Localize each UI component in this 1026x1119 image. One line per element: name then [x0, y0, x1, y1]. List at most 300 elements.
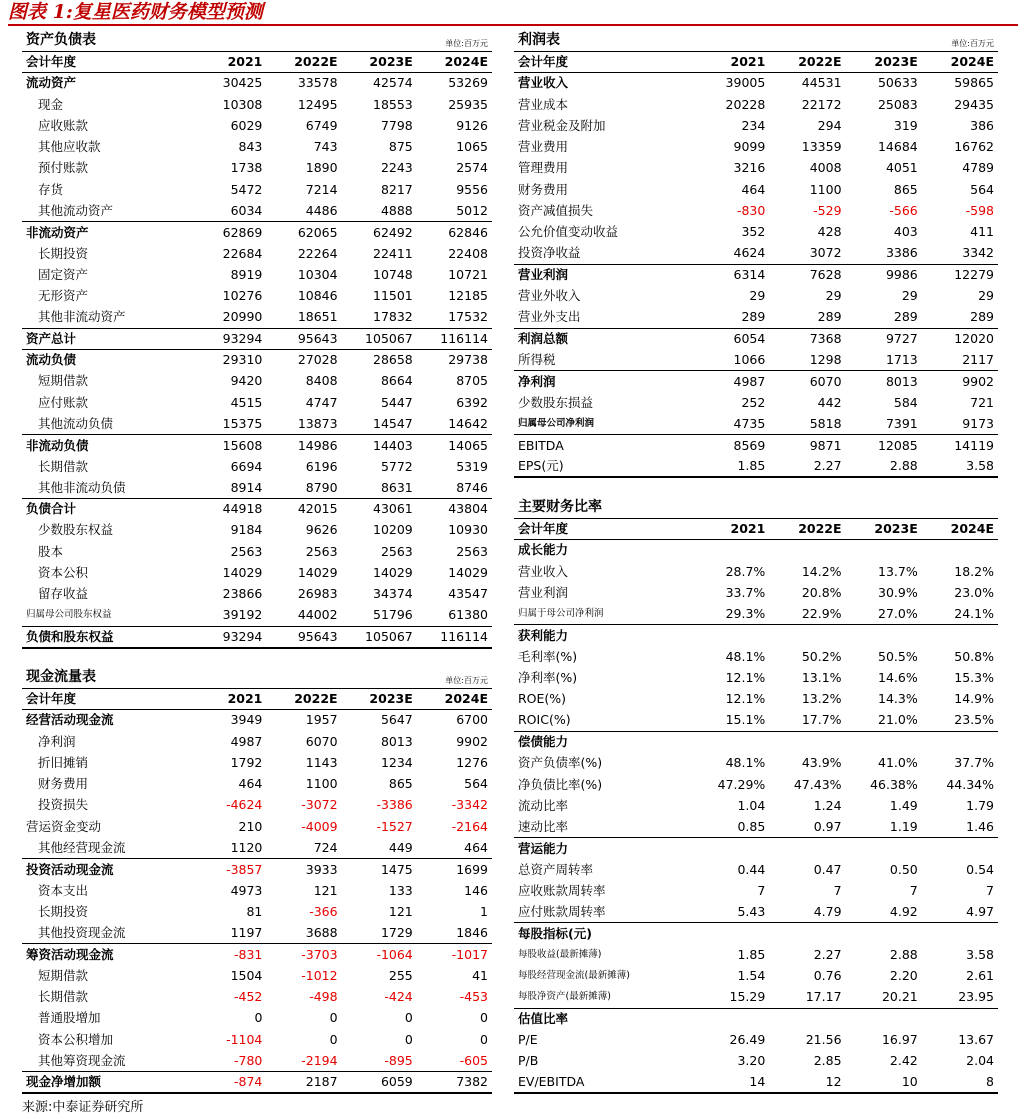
- bs-grid: [22, 30, 492, 649]
- cell-value: 26.49: [729, 1032, 766, 1048]
- cell-value: 7: [909, 882, 918, 898]
- cell-value: 464: [741, 181, 766, 197]
- cell-value: 20228: [725, 96, 766, 112]
- cell-value: 428: [817, 224, 842, 240]
- cell-value: 865: [893, 181, 918, 197]
- cell-value: 1890: [305, 160, 338, 176]
- row-label: 营业外支出: [518, 309, 581, 325]
- cell-value: 18651: [297, 309, 338, 325]
- cell-value: -1012: [301, 967, 338, 983]
- cell-value: 18.2%: [954, 563, 994, 579]
- cell-value: [922, 540, 998, 561]
- column-header-year: 2021: [693, 518, 769, 539]
- cell-value: 5.43: [737, 904, 766, 920]
- row-label: 利润总额: [514, 328, 693, 349]
- cell-value: [846, 923, 922, 944]
- row-label: 负债和股东权益: [22, 626, 191, 648]
- row-label: 成长能力: [518, 542, 569, 558]
- header-row: [514, 51, 998, 72]
- table-row: [22, 837, 492, 858]
- cell-value: 13.67: [958, 1032, 994, 1048]
- column-header-year: 2024E: [417, 51, 492, 72]
- cell-value: 1.85: [693, 456, 769, 477]
- cell-value: 29: [978, 288, 994, 304]
- row-label: ROE(%): [518, 691, 567, 707]
- table-row: [514, 646, 998, 667]
- cell-value: 4008: [809, 160, 842, 176]
- cell-value: 1066: [733, 351, 766, 367]
- cell-value: 22264: [297, 245, 338, 261]
- cell-value: 0.97: [813, 818, 842, 834]
- cell-value: 44918: [191, 499, 266, 520]
- cell-value: 289: [741, 309, 766, 325]
- cell-value: -3857: [191, 859, 266, 880]
- table-row: [514, 540, 998, 561]
- cell-value: 3.58: [922, 456, 998, 477]
- cell-value: 14.9%: [954, 691, 994, 707]
- column-header-year: 2024E: [417, 688, 492, 709]
- cell-value: 16.97: [881, 1032, 918, 1048]
- table-row: [22, 965, 492, 986]
- cell-value: 61380: [448, 607, 488, 623]
- cell-value: 93294: [191, 626, 266, 648]
- row-label: 毛利率(%): [518, 648, 578, 664]
- row-label: 资产总计: [22, 328, 191, 349]
- row-label: 净利润: [38, 733, 76, 749]
- cell-value: 22411: [373, 245, 413, 261]
- cell-value: 1957: [305, 712, 338, 728]
- row-label: 资产减值损失: [518, 203, 594, 219]
- table-row: [22, 859, 492, 880]
- cell-value: 0.44: [737, 861, 766, 877]
- column-header-label: 会计年度: [22, 688, 191, 709]
- row-label: 投资活动现金流: [22, 859, 191, 880]
- cell-value: 1846: [456, 924, 488, 940]
- row-label: 获利能力: [514, 625, 693, 646]
- table-row: [514, 880, 998, 901]
- cell-value: -2194: [301, 1052, 338, 1068]
- cell-value: 13359: [801, 139, 842, 155]
- cell-value: 3.58: [966, 946, 994, 962]
- cell-value: 8013: [846, 371, 922, 392]
- row-label: 其他流动负债: [38, 415, 114, 431]
- table-row: [514, 731, 998, 752]
- row-label: 每股收益(最新摊薄): [518, 948, 602, 960]
- cell-value: 10748: [373, 266, 413, 282]
- table-row: [22, 456, 492, 477]
- row-label: 营业收入: [518, 75, 569, 91]
- cell-value: 24.1%: [954, 605, 994, 621]
- cell-value: 1.24: [813, 797, 842, 813]
- table-row: [514, 115, 998, 136]
- cell-value: 7798: [380, 117, 413, 133]
- cell-value: 16762: [954, 139, 994, 155]
- cell-value: 22.9%: [801, 605, 842, 621]
- cell-value: 1197: [230, 924, 263, 940]
- cell-value: 29: [825, 288, 842, 304]
- cell-value: 1.49: [889, 797, 918, 813]
- table-row: [22, 1029, 492, 1050]
- cell-value: -529: [813, 203, 842, 219]
- cell-value: 564: [970, 181, 994, 197]
- cell-value: 15.1%: [725, 712, 766, 728]
- table-row: [514, 603, 998, 624]
- row-label: 净负债比率(%): [518, 776, 603, 792]
- cell-value: 53269: [448, 75, 488, 91]
- cell-value: 10846: [297, 288, 338, 304]
- cell-value: [693, 731, 769, 752]
- cell-value: -3342: [451, 797, 488, 813]
- cell-value: 116114: [417, 626, 492, 648]
- row-label: 营业成本: [518, 96, 569, 112]
- table-row: [514, 561, 998, 582]
- row-label: 长期借款: [38, 458, 89, 474]
- cell-value: 4.79: [813, 904, 842, 920]
- cell-value: 4987: [230, 733, 263, 749]
- cell-value: 50633: [877, 75, 918, 91]
- table-row: [22, 158, 492, 179]
- column-header-label: 会计年度: [514, 518, 693, 539]
- table-row: [22, 136, 492, 157]
- cell-value: 27028: [266, 349, 341, 370]
- table-row: [22, 710, 492, 731]
- cell-value: 25083: [877, 96, 918, 112]
- cell-value: 95643: [266, 328, 341, 349]
- row-label: 预付账款: [38, 160, 89, 176]
- cell-value: 22408: [448, 245, 488, 261]
- cell-value: 1: [480, 903, 488, 919]
- cell-value: -831: [191, 944, 266, 965]
- cell-value: 48.1%: [725, 648, 766, 664]
- cell-value: [769, 838, 845, 859]
- cell-value: -1064: [342, 944, 417, 965]
- row-label: 资本支出: [38, 882, 89, 898]
- table-row: [514, 94, 998, 115]
- table-row: [22, 307, 492, 328]
- row-label: 非流动资产: [22, 222, 191, 243]
- row-label: 流动资产: [26, 75, 77, 91]
- cell-value: 12020: [922, 328, 998, 349]
- table-row: [514, 371, 998, 392]
- table-row: [514, 966, 998, 987]
- row-label: 财务费用: [38, 776, 89, 792]
- table-row: [514, 1008, 998, 1029]
- cell-value: 14986: [266, 435, 341, 456]
- cell-value: 2574: [456, 160, 488, 176]
- cell-value: 1.46: [966, 818, 994, 834]
- table-row: [514, 264, 998, 285]
- table-row: [514, 582, 998, 603]
- table-row: [22, 115, 492, 136]
- cell-value: 1738: [230, 160, 263, 176]
- table-row: [22, 435, 492, 456]
- cell-value: 1120: [230, 839, 263, 855]
- cell-value: -1017: [417, 944, 492, 965]
- row-label: 其他投资现金流: [38, 924, 126, 940]
- cell-value: 386: [970, 117, 994, 133]
- row-label: 少数股东损益: [518, 394, 594, 410]
- row-label: 固定资产: [38, 266, 89, 282]
- cell-value: 5772: [380, 458, 413, 474]
- cell-value: 1713: [885, 351, 918, 367]
- cell-value: [693, 1008, 769, 1029]
- cell-value: 25935: [448, 96, 488, 112]
- row-label: 现金: [38, 96, 64, 112]
- table-row: [514, 795, 998, 816]
- row-label: 净利润: [514, 371, 693, 392]
- cell-value: 18553: [373, 96, 413, 112]
- row-label: 净利率(%): [518, 670, 578, 686]
- cell-value: [922, 1008, 998, 1029]
- cell-value: 14403: [342, 435, 417, 456]
- row-label: 归属母公司净利润: [518, 417, 595, 429]
- cell-value: 8705: [456, 373, 488, 389]
- row-label: 管理费用: [518, 160, 569, 176]
- cell-value: [846, 625, 922, 646]
- column-header-year: 2022E: [769, 51, 845, 72]
- row-label: 应收账款周转率: [518, 882, 606, 898]
- row-label: 流动比率: [518, 797, 569, 813]
- cell-value: 9173: [962, 415, 994, 431]
- table-title: 现金流量表: [22, 667, 266, 688]
- row-label: 归属于母公司净利润: [518, 607, 604, 619]
- unit-label: 单位:百万元: [769, 30, 998, 51]
- table-row: [514, 1051, 998, 1072]
- cell-value: 875: [388, 139, 413, 155]
- row-label: 留存收益: [38, 586, 89, 602]
- table-row: [22, 1050, 492, 1071]
- column-header-year: 2021: [693, 51, 769, 72]
- cell-value: [922, 838, 998, 859]
- cell-value: 43804: [417, 499, 492, 520]
- table-row: [514, 392, 998, 413]
- row-label: EBITDA: [514, 435, 693, 456]
- cell-value: 22684: [222, 245, 263, 261]
- cell-value: [846, 1008, 922, 1029]
- cell-value: 95643: [266, 626, 341, 648]
- row-label: 其他非流动负债: [38, 479, 126, 495]
- cell-value: 7214: [305, 181, 338, 197]
- table-row: [514, 328, 998, 349]
- table-row: [514, 944, 998, 965]
- row-label: 估值比率: [514, 1008, 693, 1029]
- row-label: 其他经营现金流: [38, 839, 126, 855]
- table-title: 利润表: [514, 30, 769, 51]
- cell-value: 403: [893, 224, 918, 240]
- cell-value: [769, 731, 845, 752]
- cell-value: 20990: [222, 309, 263, 325]
- cell-value: 10276: [222, 288, 263, 304]
- cell-value: [922, 731, 998, 752]
- column-header-year: 2021: [191, 51, 266, 72]
- cell-value: 46.38%: [870, 776, 918, 792]
- table-row: [514, 923, 998, 944]
- cell-value: 146: [464, 882, 488, 898]
- row-label: 资本公积增加: [38, 1031, 114, 1047]
- cell-value: -3703: [266, 944, 341, 965]
- cell-value: 1.19: [889, 818, 918, 834]
- cell-value: 5647: [380, 712, 413, 728]
- cell-value: 9420: [230, 373, 263, 389]
- cell-value: 0: [329, 1010, 338, 1026]
- cell-value: 12.1%: [725, 670, 766, 686]
- cell-value: 22172: [801, 96, 842, 112]
- cell-value: 3.20: [737, 1053, 766, 1069]
- column-header-label: 会计年度: [22, 51, 191, 72]
- table-row: [514, 179, 998, 200]
- cell-value: 0.85: [737, 818, 766, 834]
- cell-value: 2563: [380, 543, 413, 559]
- cell-value: 4051: [885, 160, 918, 176]
- cell-value: 9626: [305, 522, 338, 538]
- cell-value: 8919: [230, 266, 263, 282]
- table-row: [22, 349, 492, 370]
- is-grid: [514, 30, 998, 478]
- cell-value: 14642: [448, 415, 488, 431]
- table-row: [514, 859, 998, 880]
- row-label: 负债合计: [22, 499, 191, 520]
- row-label: ROIC(%): [518, 712, 571, 728]
- cell-value: 294: [817, 117, 842, 133]
- cell-value: 843: [238, 139, 263, 155]
- cell-value: 0.76: [813, 968, 842, 984]
- table-row: [514, 987, 998, 1008]
- cell-value: 5319: [456, 458, 488, 474]
- cell-value: -452: [234, 989, 263, 1005]
- cell-value: 2117: [962, 351, 994, 367]
- cell-value: 14119: [922, 435, 998, 456]
- row-label: 营业外收入: [518, 288, 581, 304]
- row-label: P/B: [518, 1053, 539, 1069]
- header-row: [22, 688, 492, 709]
- row-label: 总资产周转率: [518, 861, 594, 877]
- cell-value: 8914: [230, 479, 263, 495]
- row-label: 其他应收款: [38, 139, 101, 155]
- table-title-row: [22, 30, 492, 51]
- cell-value: 13.2%: [801, 691, 842, 707]
- cell-value: 9727: [846, 328, 922, 349]
- cell-value: 8408: [305, 373, 338, 389]
- table-row: [514, 625, 998, 646]
- cell-value: 12495: [297, 96, 338, 112]
- row-label: 每股净资产(最新摊薄): [518, 991, 611, 1003]
- cell-value: 4515: [230, 394, 263, 410]
- cell-value: -1527: [376, 818, 413, 834]
- cell-value: 15.3%: [954, 670, 994, 686]
- cell-value: 584: [893, 394, 918, 410]
- cell-value: 42574: [373, 75, 413, 91]
- table-row: [514, 1029, 998, 1050]
- cell-value: 4.92: [889, 904, 918, 920]
- cell-value: 51796: [373, 607, 413, 623]
- row-label: 经营活动现金流: [26, 712, 114, 728]
- cell-value: 26983: [297, 586, 338, 602]
- cell-value: 8217: [380, 181, 413, 197]
- cell-value: 59865: [954, 75, 994, 91]
- cell-value: 449: [388, 839, 413, 855]
- column-header-year: 2022E: [266, 688, 341, 709]
- table-row: [514, 413, 998, 434]
- row-label: 应付账款周转率: [518, 904, 606, 920]
- cell-value: -2164: [451, 818, 488, 834]
- row-label: 非流动负债: [22, 435, 191, 456]
- cell-value: 7391: [885, 415, 918, 431]
- cell-value: [769, 1008, 845, 1029]
- cell-value: 14029: [297, 565, 338, 581]
- cell-value: 2.85: [813, 1053, 842, 1069]
- cell-value: 12279: [922, 264, 998, 285]
- cell-value: 17.17: [805, 989, 842, 1005]
- table-row: [514, 774, 998, 795]
- cell-value: 44531: [801, 75, 842, 91]
- table-row: [514, 435, 998, 456]
- row-label: 速动比率: [518, 818, 569, 834]
- table-row: [514, 902, 998, 923]
- cell-value: 1.54: [737, 968, 766, 984]
- cell-value: 10308: [222, 96, 263, 112]
- cell-value: [846, 838, 922, 859]
- cell-value: 6034: [230, 202, 263, 218]
- cell-value: 6029: [230, 117, 263, 133]
- cell-value: 44002: [297, 607, 338, 623]
- row-label: 普通股增加: [38, 1010, 101, 1026]
- cell-value: 0: [480, 1010, 488, 1026]
- cell-value: 1100: [809, 181, 842, 197]
- cell-value: 7: [986, 882, 994, 898]
- table-row: [22, 73, 492, 94]
- row-label: 折旧摊销: [38, 754, 89, 770]
- cell-value: 6196: [305, 458, 338, 474]
- cell-value: 411: [970, 224, 994, 240]
- cell-value: 20.21: [881, 989, 918, 1005]
- cell-value: 10721: [448, 266, 488, 282]
- table-row: [22, 816, 492, 837]
- cell-value: 6054: [693, 328, 769, 349]
- cell-value: 6070: [769, 371, 845, 392]
- cell-value: 29738: [417, 349, 492, 370]
- cell-value: 14547: [373, 415, 413, 431]
- cell-value: 743: [313, 139, 338, 155]
- cell-value: 17.7%: [801, 712, 842, 728]
- cell-value: -3072: [301, 797, 338, 813]
- table-title: 主要财务比率: [514, 497, 769, 518]
- cell-value: 2563: [305, 543, 338, 559]
- cell-value: 21.0%: [878, 712, 918, 728]
- table-row: [514, 286, 998, 307]
- row-label: 应收账款: [38, 117, 89, 133]
- cell-value: [693, 540, 769, 561]
- cell-value: 15.29: [729, 989, 766, 1005]
- cell-value: 7: [833, 882, 842, 898]
- cell-value: 1065: [456, 139, 488, 155]
- cell-value: 4747: [305, 394, 338, 410]
- table-row: [22, 584, 492, 605]
- table-row: [22, 944, 492, 965]
- cell-value: 13.7%: [878, 563, 918, 579]
- table-row: [514, 73, 998, 94]
- cell-value: 14.2%: [801, 563, 842, 579]
- cell-value: -498: [309, 989, 338, 1005]
- table-row: [514, 243, 998, 264]
- cell-value: 37.7%: [954, 755, 994, 771]
- row-label: 偿债能力: [514, 731, 693, 752]
- cell-value: 0: [254, 1010, 263, 1026]
- row-label: 营运能力: [514, 838, 693, 859]
- cell-value: 442: [817, 394, 842, 410]
- cell-value: 13.1%: [801, 670, 842, 686]
- cell-value: 3949: [230, 712, 263, 728]
- cell-value: 1276: [456, 754, 488, 770]
